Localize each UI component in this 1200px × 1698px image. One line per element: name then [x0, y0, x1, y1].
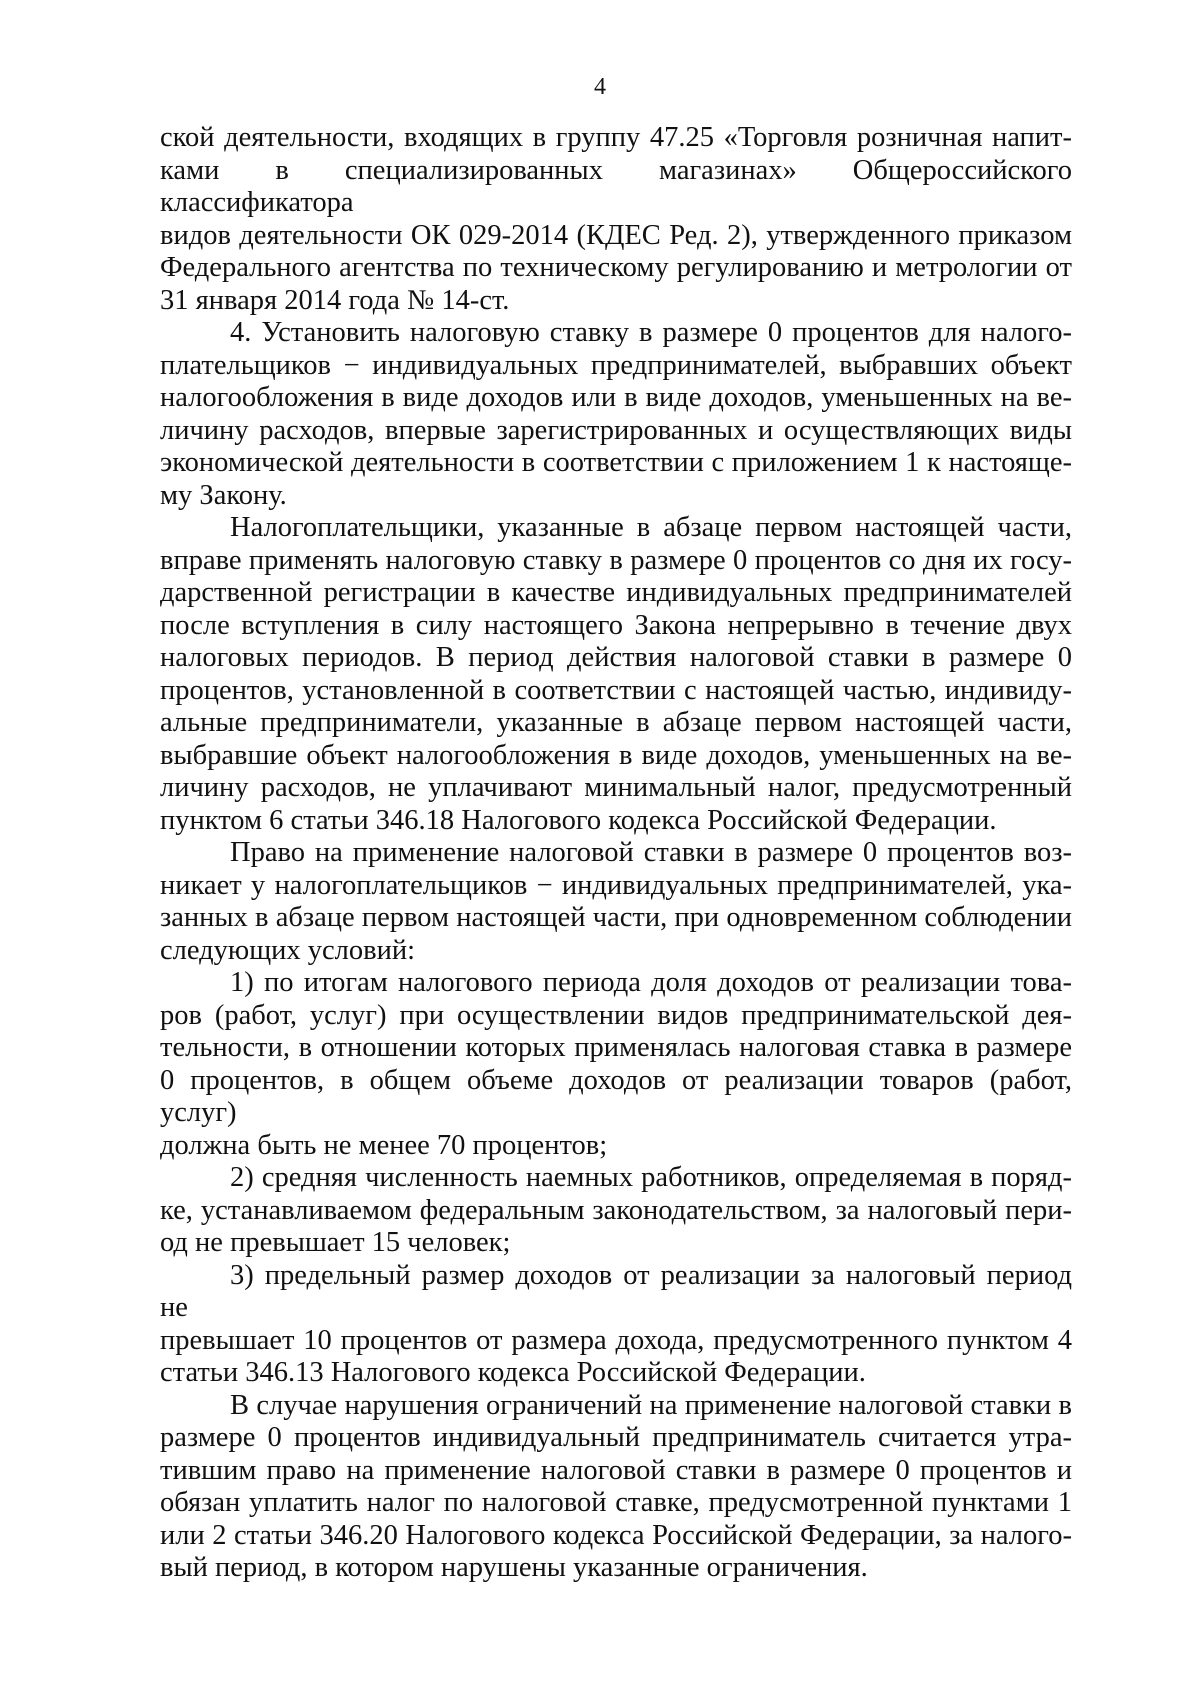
- text-line: налоговых периодов. В период действия налоговой ставки в размере 0: [160, 642, 1072, 673]
- text-line: налогообложения в виде доходов или в виде доходов, уменьшенных на ве-: [160, 382, 1072, 413]
- text-line: вправе применять налоговую ставку в размере 0 процентов со дня их госу-: [160, 544, 1072, 576]
- text-line: му Закону.: [160, 479, 287, 511]
- text-line: видов деятельности ОК 029-2014 (КДЕС Ред. 2), утвержденного приказом: [160, 219, 1072, 251]
- text-line: ров (работ, услуг) при осуществлении видов предпринимательской дея-: [160, 999, 1072, 1031]
- text-line: тельности, в отношении которых применялась налоговая ставка в размере: [160, 1032, 1072, 1063]
- paragraph-item-4: [160, 317, 1072, 512]
- paragraph-taxpayers-right: [160, 512, 1072, 837]
- document-body: [160, 122, 1072, 1585]
- text-line: ской деятельности, входящих в группу 47.25 «Торговля розничная напит-: [160, 122, 1072, 153]
- text-line: или 2 статьи 346.20 Налогового кодекса Российской Федерации, за налого-: [160, 1519, 1072, 1551]
- text-line: занных в абзаце первом настоящей части, при одновременном соблюдении: [160, 902, 1072, 933]
- paragraph-condition-2: [160, 1162, 1072, 1260]
- text-line: од не превышает 15 человек;: [160, 1227, 511, 1258]
- text-line: процентов, установленной в соответствии с настоящей частью, индивиду-: [160, 674, 1072, 706]
- paragraph-condition-1: [160, 967, 1072, 1162]
- text-line: личину расходов, не уплачивают минимальный налог, предусмотренный: [160, 772, 1072, 803]
- text-line: выбравшие объект налогообложения в виде доходов, уменьшенных на ве-: [160, 739, 1072, 771]
- text-line: 1) по итогам налогового периода доля доходов от реализации това-: [230, 967, 1072, 998]
- text-line: экономической деятельности в соответствии с приложением 1 к настояще-: [160, 447, 1072, 478]
- paragraph-okved-continuation: [160, 122, 1072, 317]
- text-line: Право на применение налоговой ставки в размере 0 процентов воз-: [230, 837, 1072, 868]
- paragraph-condition-3: [160, 1260, 1072, 1390]
- text-line: ке, устанавливаемом федеральным законодательством, за налоговый пери-: [160, 1194, 1072, 1226]
- text-line: Налогоплательщики, указанные в абзаце первом настоящей части,: [230, 512, 1072, 543]
- text-line: статьи 346.13 Налогового кодекса Российской Федерации.: [160, 1357, 866, 1388]
- text-line: обязан уплатить налог по налоговой ставке, предусмотренной пунктами 1: [160, 1487, 1072, 1518]
- paragraph-violation: [160, 1390, 1072, 1585]
- page-number: 4: [594, 74, 606, 100]
- paragraph-conditions-intro: [160, 837, 1072, 967]
- text-line: альные предприниматели, указанные в абзаце первом настоящей части,: [160, 707, 1072, 738]
- text-line: должна быть не менее 70 процентов;: [160, 1129, 608, 1161]
- text-line: пунктом 6 статьи 346.18 Налогового кодекса Российской Федерации.: [160, 804, 997, 836]
- text-line: никает у налогоплательщиков − индивидуальных предпринимателей, ука-: [160, 869, 1072, 901]
- text-line: 31 января 2014 года № 14-ст.: [160, 284, 510, 316]
- text-line: личину расходов, впервые зарегистрированных и осуществляющих виды: [160, 414, 1072, 446]
- text-line: 2) средняя численность наемных работников, определяемая в поряд-: [230, 1162, 1072, 1193]
- text-line: следующих условий:: [160, 934, 416, 966]
- text-line: после вступления в силу настоящего Закона непрерывно в течение двух: [160, 609, 1072, 641]
- text-line: дарственной регистрации в качестве индивидуальных предпринимателей: [160, 577, 1072, 608]
- text-line: 3) предельный размер доходов от реализации за налоговый период не: [160, 1259, 1072, 1323]
- text-line: вый период, в котором нарушены указанные ограничения.: [160, 1552, 868, 1583]
- text-line: В случае нарушения ограничений на применение налоговой ставки в: [230, 1389, 1072, 1421]
- text-line: 4. Установить налоговую ставку в размере 0 процентов для налого-: [230, 317, 1072, 348]
- text-line: Федерального агентства по техническому регулированию и метрологии от: [160, 252, 1072, 283]
- text-line: плательщиков − индивидуальных предпринимателей, выбравших объект: [160, 349, 1072, 381]
- text-line: ками в специализированных магазинах» Общероссийского классификатора: [160, 154, 1072, 218]
- text-line: тившим право на применение налоговой ставки в размере 0 процентов и: [160, 1454, 1072, 1486]
- text-line: 0 процентов, в общем объеме доходов от реализации товаров (работ, услуг): [160, 1064, 1072, 1128]
- text-line: превышает 10 процентов от размера дохода, предусмотренного пунктом 4: [160, 1324, 1072, 1356]
- text-line: размере 0 процентов индивидуальный предприниматель считается утра-: [160, 1422, 1072, 1453]
